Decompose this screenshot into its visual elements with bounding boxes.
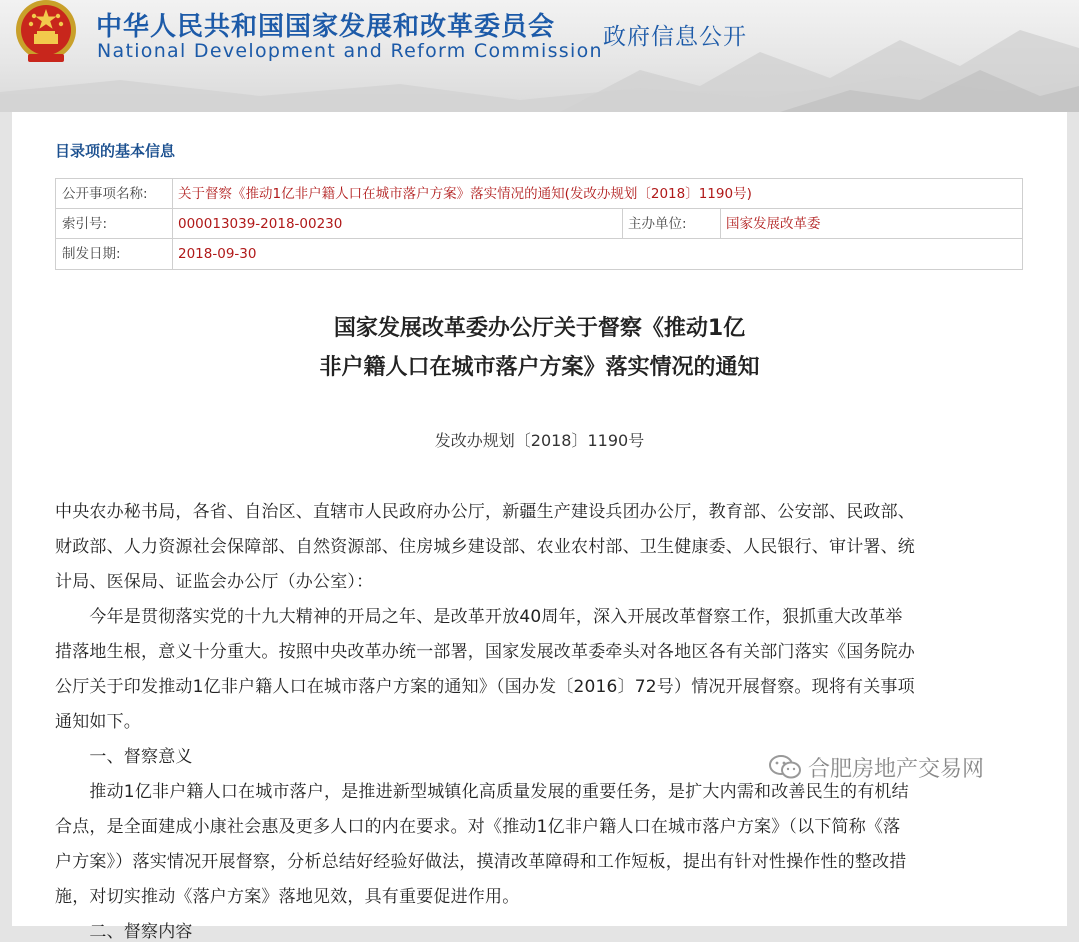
catalog-value: 关于督察《推动1亿非户籍人口在城市落户方案》落实情况的通知(发改办规划〔2018〕1190号) <box>178 186 752 202</box>
section-name[interactable]: 政府信息公开 <box>603 24 747 50</box>
wechat-icon <box>768 753 802 781</box>
body-text-line: 财政部、人力资源社会保障部、自然资源部、住房城乡建设部、农业农村部、卫生健康委、人民银行、审计署、统 <box>55 537 915 557</box>
source-watermark <box>768 752 984 782</box>
site-header <box>0 0 1079 112</box>
section-heading: 二、督察内容 <box>55 922 193 942</box>
catalog-row-title <box>56 179 1022 209</box>
catalog-label: 制发日期: <box>62 246 121 262</box>
body-text-line: 措落地生根，意义十分重大。按照中央改革办统一部署，国家发展改革委牵头对各地区各有关部门落实《国务院办 <box>55 642 915 662</box>
catalog-value: 国家发展改革委 <box>726 216 821 232</box>
body-text-line: 推动1亿非户籍人口在城市落户，是推进新型城镇化高质量发展的重要任务，是扩大内需和改善民生的有机结 <box>55 782 909 802</box>
body-text-line: 中央农办秘书局，各省、自治区、直辖市人民政府办公厅，新疆生产建设兵团办公厅，教育部、公安部、民政部、 <box>55 502 915 522</box>
catalog-row-date <box>56 239 1022 269</box>
document-title-line-2: 非户籍人口在城市落户方案》落实情况的通知 <box>319 355 760 380</box>
catalog-label: 主办单位: <box>628 216 687 232</box>
document-title-line-1: 国家发展改革委办公厅关于督察《推动1亿 <box>333 316 746 341</box>
content-card <box>12 112 1067 942</box>
body-text-line: 公厅关于印发推动1亿非户籍人口在城市落户方案的通知》（国办发〔2016〕72号）情况开展督察。现将有关事项 <box>55 677 915 697</box>
body-text-line: 合点，是全面建成小康社会惠及更多人口的内在要求。对《推动1亿非户籍人口在城市落户方案》（以下简称《落 <box>55 817 901 837</box>
catalog-row-index <box>56 209 1022 239</box>
catalog-value: 000013039-2018-00230 <box>178 216 343 232</box>
catalog-label: 公开事项名称: <box>62 186 148 202</box>
site-title-chinese: 中华人民共和国国家发展和改革委员会 <box>96 12 556 42</box>
site-title-english: National Development and Reform Commission <box>97 40 603 62</box>
body-text-line: 施，对切实推动《落户方案》落地见效，具有重要促进作用。 <box>55 887 520 907</box>
section-heading: 一、督察意义 <box>55 747 193 767</box>
document-number: 发改办规划〔2018〕1190号 <box>434 431 645 450</box>
catalog-heading: 目录项的基本信息 <box>55 142 176 160</box>
watermark-text: 合肥房地产交易网 <box>808 756 985 782</box>
body-text-line: 通知如下。 <box>55 712 141 732</box>
catalog-label: 索引号: <box>62 216 108 232</box>
national-emblem-icon <box>10 0 82 66</box>
body-text-line: 户方案》）落实情况开展督察，分析总结好经验好做法，摸清改革障碍和工作短板，提出有针对性操作性的整改措 <box>55 852 907 872</box>
catalog-value: 2018-09-30 <box>178 246 257 262</box>
body-text-line: 计局、医保局、证监会办公厅（办公室）： <box>55 572 374 592</box>
catalog-info-table <box>55 178 1023 270</box>
body-text-line: 今年是贯彻落实党的十九大精神的开局之年、是改革开放40周年，深入开展改革督察工作，狠抓重大改革举 <box>55 607 903 627</box>
